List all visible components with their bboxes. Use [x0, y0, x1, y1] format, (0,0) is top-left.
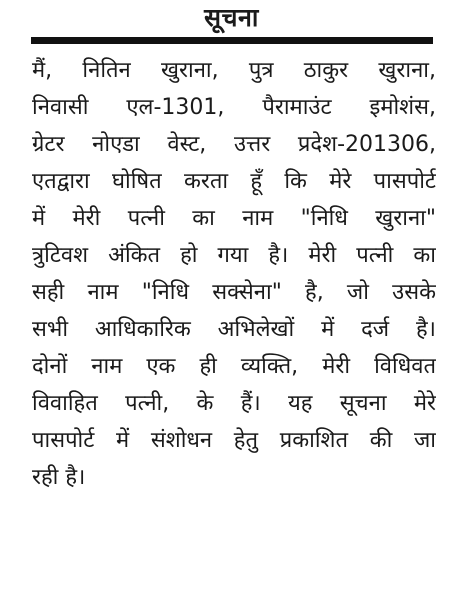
- notice-line: निवासी एल-1301, पैरामाउंट इमोशंस,: [32, 95, 436, 120]
- notice-line: विवाहित पत्नी, के हैं। यह सूचना मेरे: [32, 391, 436, 416]
- notice-line: पासपोर्ट में संशोधन हेतु प्रकाशित की जा: [32, 428, 436, 453]
- notice-line: त्रुटिवश अंकित हो गया है। मेरी पत्नी का: [32, 243, 436, 268]
- notice-line: में मेरी पत्नी का नाम "निधि खुराना": [32, 206, 436, 231]
- notice-line: ग्रेटर नोएडा वेस्ट, उत्तर प्रदेश-201306,: [32, 132, 436, 157]
- notice-line: दोनों नाम एक ही व्यक्ति, मेरी विधिवत: [32, 354, 436, 379]
- notice-line: सही नाम "निधि सक्सेना" है, जो उसके: [32, 280, 436, 305]
- notice-line: एतद्वारा घोषित करता हूँ कि मेरे पासपोर्ट: [32, 169, 436, 194]
- notice-title: सूचना: [204, 3, 259, 32]
- title-underline-rule: [31, 37, 433, 44]
- notice-body: [32, 52, 436, 496]
- notice-line: मैं, नितिन खुराना, पुत्र ठाकुर खुराना,: [32, 58, 436, 83]
- notice-line: सभी आधिकारिक अभिलेखों में दर्ज है।: [32, 317, 436, 342]
- notice-line: रही है।: [32, 465, 86, 490]
